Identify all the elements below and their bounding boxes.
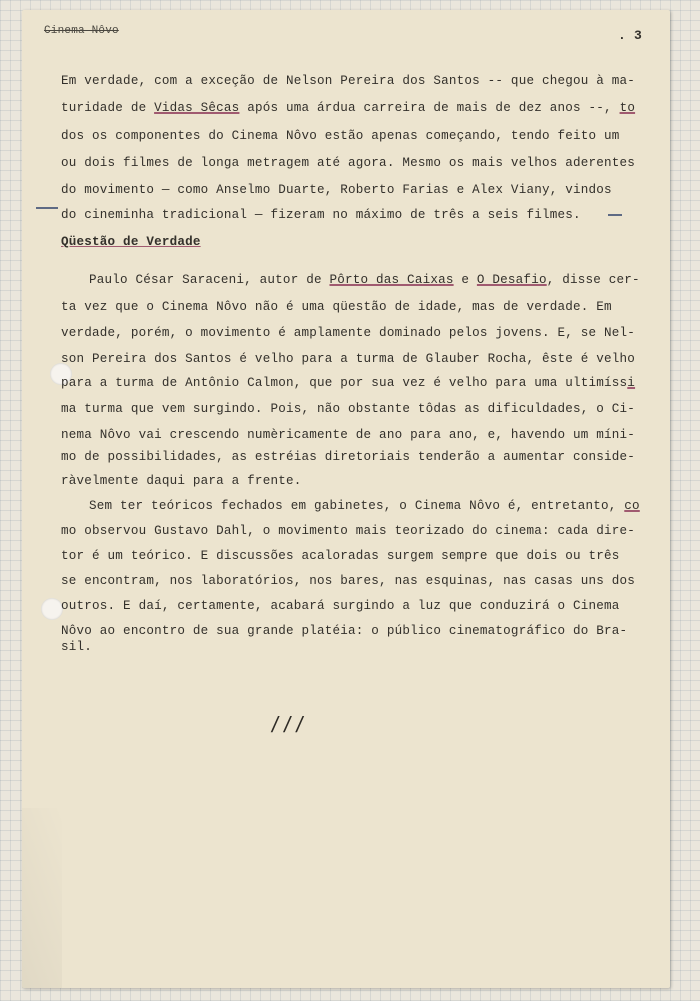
section-heading: Qüestão de Verdade [61,235,201,249]
paragraph-1-line-1: Em verdade, com a exceção de Nelson Pereira dos Santos -- que chegou à ma- [61,74,636,88]
paragraph-2-line-8: mo de possibilidades, as estréias diretoriais tenderão a aumentar conside- [61,450,636,464]
paragraph-1-line-4: ou dois filmes de longa metragem até agora. Mesmo os mais velhos aderentes [61,156,636,170]
page-number: . 3 [618,28,643,43]
film-title-porto-das-caixas: Pôrto das Caixas [329,273,454,287]
paragraph-2-line-2: ta vez que o Cinema Nôvo não é uma qüestão de idade, mas de verdade. Em [61,300,612,314]
paragraph-2-line-6: ma turma que vem surgindo. Pois, não obstante tôdas as dificuldades, o Ci- [61,402,636,416]
punch-hole-lower [41,598,63,620]
paragraph-2-line-4: son Pereira dos Santos é velho para a turma de Glauber Rocha, êste é velho [61,352,636,366]
paragraph-3-line-4: se encontram, nos laboratórios, nos bares, nas esquinas, nas casas uns dos [61,574,636,588]
film-title-vidas-secas: Vidas Sêcas [154,101,240,115]
paragraph-1-line-5: do movimento — como Anselmo Duarte, Roberto Farias e Alex Viany, vindos [61,183,612,197]
paragraph-2-line-5: para a turma de Antônio Calmon, que por sua vez é velho para uma ultimíssi [61,376,636,390]
paragraph-3-line-2: mo observou Gustavo Dahl, o movimento mais teorizado do cinema: cada dire- [61,524,636,538]
film-title-o-desafio: O Desafio [476,273,547,287]
paragraph-2-line-7: nema Nôvo vai crescendo numèricamente de ano para ano, e, havendo um míni- [61,428,636,442]
paragraph-2-line-1: Paulo César Saraceni, autor de Pôrto das Caixas e O Desafio, disse cer- [89,273,640,287]
paragraph-3-line-5: outros. E daí, certamente, acabará surgindo a luz que conduzirá o Cinema [61,599,620,613]
paragraph-1-line-3: dos os componentes do Cinema Nôvo estão apenas começando, tendo feito um [61,129,620,143]
paragraph-3-line-3: tor é um teórico. E discussões acaloradas surgem sempre que dois ou três [61,549,620,563]
end-of-text-mark: / / / [269,712,305,737]
paragraph-1-line-2: turidade de Vidas Sêcas após uma árdua carreira de mais de dez anos --, to [61,101,636,115]
running-header-title: Cinema Nôvo [44,25,119,37]
paragraph-2-line-3: verdade, porém, o movimento é amplamente dominado pelos jovens. E, se Nel- [61,326,636,340]
paragraph-3-line-6: Nôvo ao encontro de sua grande platéia: o público cinematográfico do Bra- [61,624,628,638]
paragraph-1-line-6: do cineminha tradicional — fizeram no máximo de três a seis filmes. [61,208,581,222]
margin-pen-mark-right [608,214,622,216]
paragraph-3-line-1: Sem ter teóricos fechados em gabinetes, o Cinema Nôvo é, entretanto, co [89,499,640,513]
paragraph-2-line-9: ràvelmente daqui para a frente. [61,474,302,488]
margin-pen-mark-left [36,207,58,209]
paragraph-3-line-7: sil. [61,640,93,654]
